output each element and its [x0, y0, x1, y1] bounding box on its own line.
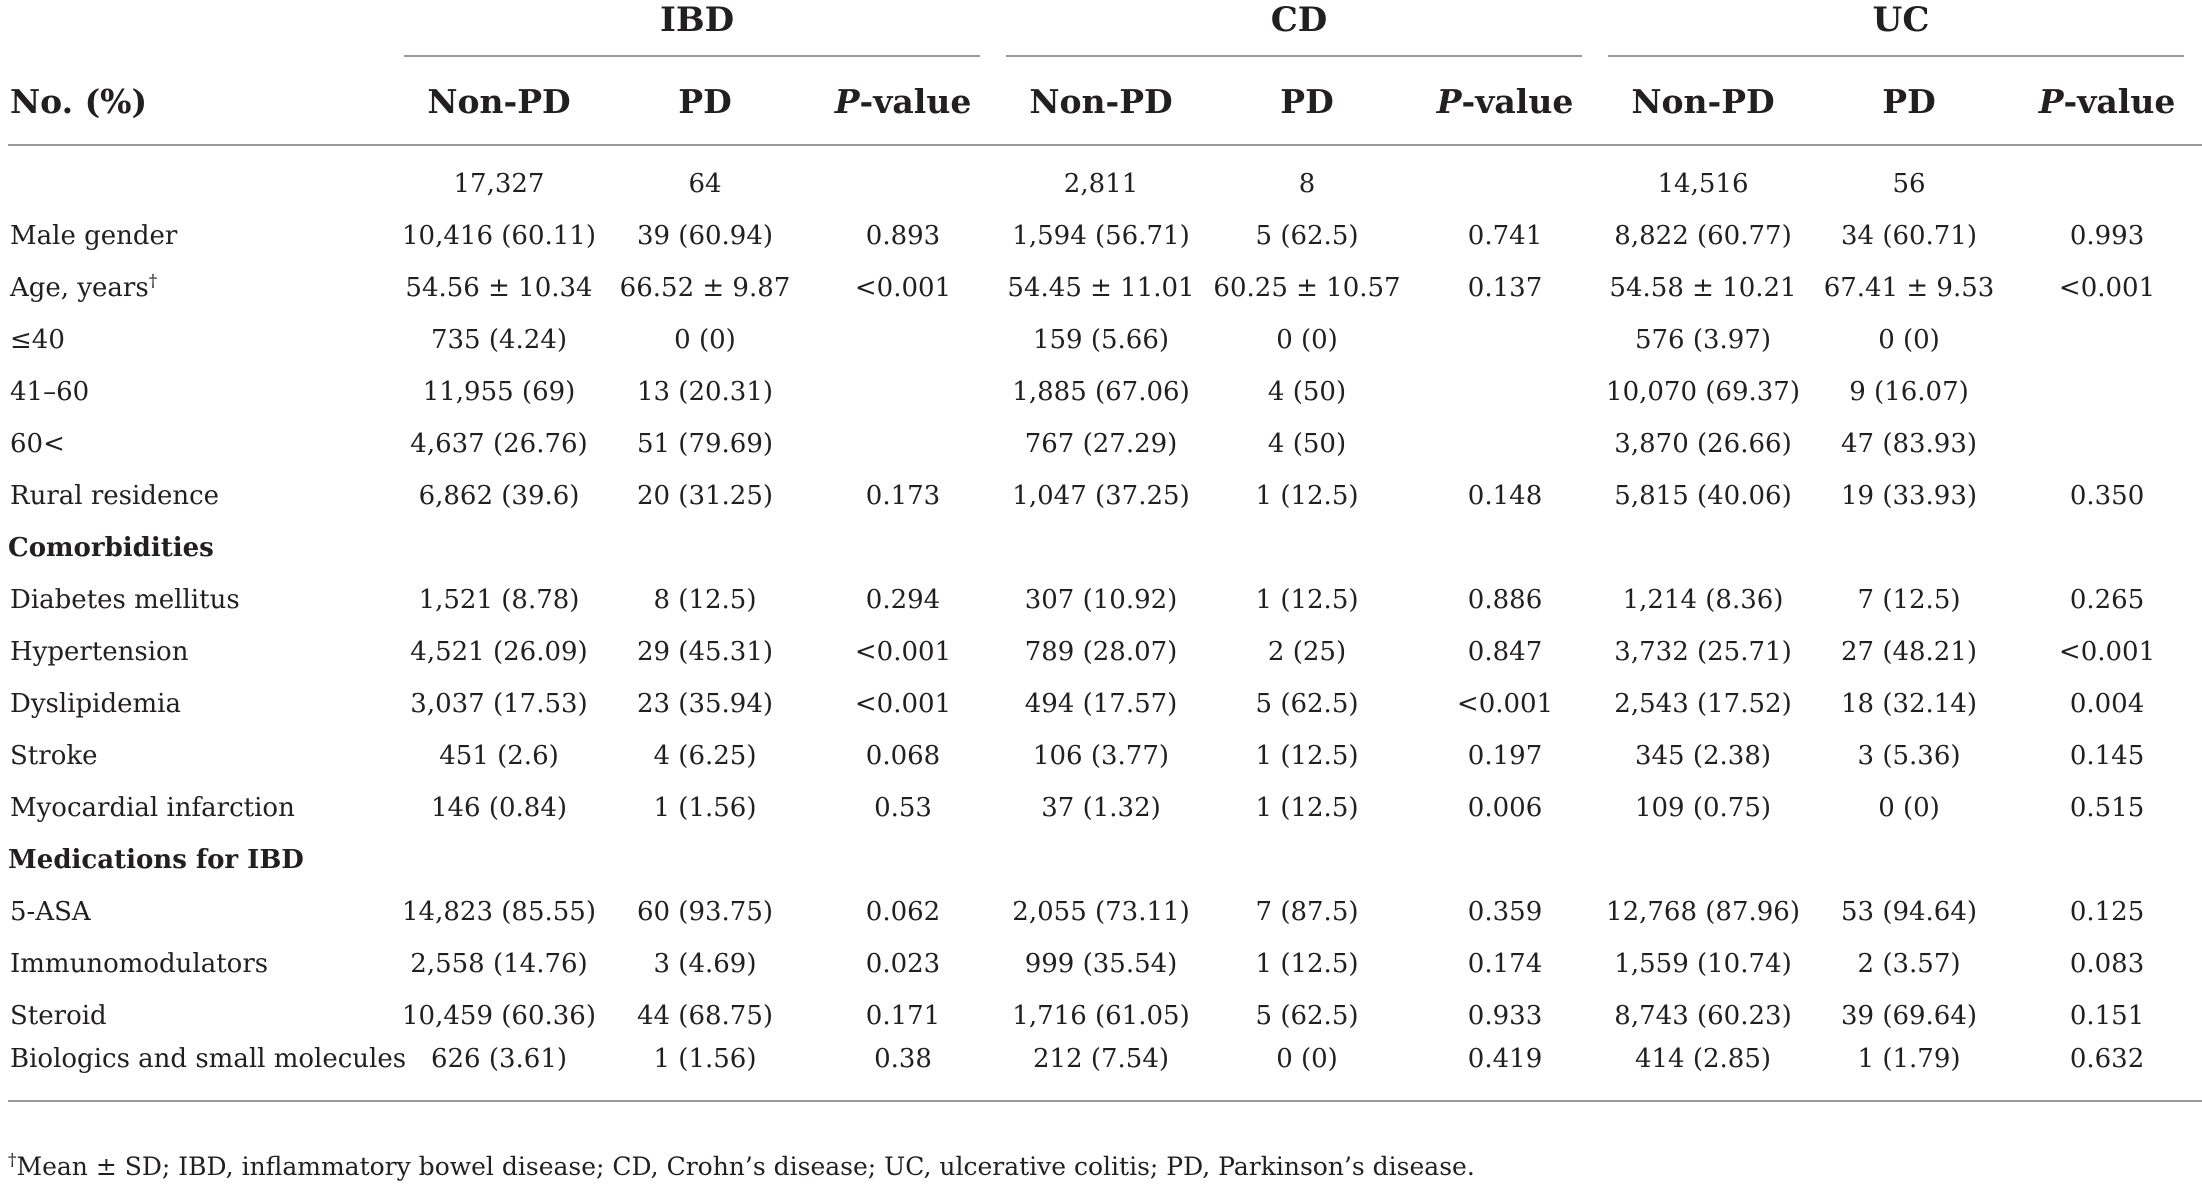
- group-header-ibd: IBD: [659, 0, 735, 40]
- table-cell: 4,637 (26.76): [410, 429, 588, 459]
- table-cell: 0.068: [865, 741, 941, 771]
- table-cell: <0.001: [854, 637, 952, 667]
- table-cell: 5 (62.5): [1255, 689, 1359, 719]
- table-cell: 0.197: [1467, 741, 1543, 771]
- table-cell: 0.350: [2069, 481, 2145, 511]
- table-cell: 4 (6.25): [653, 741, 757, 771]
- table-cell: <0.001: [854, 689, 952, 719]
- table-cell: 999 (35.54): [1024, 949, 1178, 979]
- table-cell: 0.359: [1467, 897, 1543, 927]
- table-cell: 1 (1.56): [653, 793, 757, 823]
- row-label: Diabetes mellitus: [10, 585, 240, 615]
- table-cell: 0.173: [865, 481, 941, 511]
- table-cell: 4 (50): [1267, 429, 1347, 459]
- table-row: [8, 990, 2202, 1042]
- table-cell: 27 (48.21): [1840, 637, 1978, 667]
- row-label: Myocardial infarction: [10, 793, 295, 823]
- table-cell: 23 (35.94): [636, 689, 774, 719]
- table-row: [8, 418, 2202, 470]
- table-row: [8, 1042, 2202, 1101]
- table-cell: 0.145: [2069, 741, 2145, 771]
- table-cell: 64: [688, 169, 722, 199]
- section-header-row: [8, 522, 2202, 574]
- table-cell: <0.001: [2058, 637, 2156, 667]
- table-cell: 1,521 (8.78): [418, 585, 580, 615]
- group-rule-uc: [1608, 55, 2184, 57]
- table-cell: 1 (12.5): [1255, 949, 1359, 979]
- group-header-row: [8, 0, 2202, 48]
- table-cell: 0.741: [1467, 221, 1543, 251]
- table-row: [8, 262, 2202, 314]
- table-cell: 307 (10.92): [1024, 585, 1178, 615]
- table-cell: 4,521 (26.09): [410, 637, 588, 667]
- table-cell: 39 (69.64): [1840, 1001, 1978, 1031]
- table-cell: 29 (45.31): [636, 637, 774, 667]
- group-header-uc: UC: [1872, 0, 1930, 40]
- table-cell: 0 (0): [1878, 325, 1940, 355]
- table-cell: 1,214 (8.36): [1622, 585, 1784, 615]
- table-cell: 494 (17.57): [1024, 689, 1178, 719]
- table-cell: 0.847: [1467, 637, 1543, 667]
- table-cell: 44 (68.75): [636, 1001, 774, 1031]
- table-cell: 0.993: [2069, 221, 2145, 251]
- table-cell: 1 (12.5): [1255, 741, 1359, 771]
- row-label: 41–60: [10, 377, 90, 407]
- column-header-uc-p-value: P-value: [2012, 64, 2202, 145]
- table-cell: 106 (3.77): [1032, 741, 1170, 771]
- row-label: Rural residence: [10, 481, 220, 511]
- column-header-uc-non-pd: Non-PD: [1600, 64, 1806, 145]
- table-cell: 0.148: [1467, 481, 1543, 511]
- row-label: [8, 158, 396, 210]
- table-row: [8, 626, 2202, 678]
- table-cell: 0 (0): [1276, 325, 1338, 355]
- table-row: [8, 210, 2202, 262]
- table-cell: 5 (62.5): [1255, 221, 1359, 251]
- table-cell: 7 (12.5): [1857, 585, 1961, 615]
- table-cell: 3 (4.69): [653, 949, 757, 979]
- table-row: [8, 886, 2202, 938]
- table-cell: 8: [1298, 169, 1316, 199]
- table-cell: 12,768 (87.96): [1606, 897, 1800, 927]
- table-cell: [1410, 418, 1600, 470]
- table-cell: 767 (27.29): [1024, 429, 1178, 459]
- table-cell: 0 (0): [1878, 793, 1940, 823]
- table-cell: 0.004: [2069, 689, 2145, 719]
- section-header-row: [8, 834, 2202, 886]
- table-cell: 0.632: [2012, 1042, 2202, 1101]
- table-row: [8, 730, 2202, 782]
- characteristics-table: [8, 0, 2202, 1102]
- row-label: Immunomodulators: [10, 949, 269, 979]
- table-cell: 451 (2.6): [439, 741, 559, 771]
- table-cell: <0.001: [2058, 273, 2156, 303]
- footnote-text: Mean ± SD; IBD, inflammatory bowel disease; CD, Crohn’s disease; UC, ulcerative colitis; PD, Parkinson’s disease.: [16, 1152, 1475, 1181]
- table-cell: 3,037 (17.53): [410, 689, 588, 719]
- table-cell: 1 (12.5): [1255, 481, 1359, 511]
- column-header-row: [8, 64, 2202, 145]
- table-cell: 9 (16.07): [1849, 377, 1969, 407]
- table-row: [8, 314, 2202, 366]
- table-cell: 1,594 (56.71): [1012, 221, 1190, 251]
- table-cell: 10,070 (69.37): [1606, 377, 1800, 407]
- table-cell: 0.083: [2069, 949, 2145, 979]
- row-label: Dyslipidemia: [10, 689, 181, 719]
- table-cell: 2,543 (17.52): [1614, 689, 1792, 719]
- table-cell: 626 (3.61): [396, 1042, 602, 1101]
- dagger-mark: †: [148, 271, 158, 292]
- table-cell: 2 (25): [1267, 637, 1347, 667]
- section-header-label: Comorbidities: [8, 533, 214, 563]
- column-header-cd-non-pd: Non-PD: [998, 64, 1204, 145]
- table-cell: 0 (0): [1204, 1042, 1410, 1101]
- table-cell: 56: [1892, 169, 1926, 199]
- table-cell: [808, 418, 998, 470]
- column-header-cd-p-value: P-value: [1410, 64, 1600, 145]
- table-cell: 13 (20.31): [636, 377, 774, 407]
- row-label: Biologics and small molecules: [8, 1042, 396, 1101]
- table-cell: 67.41 ± 9.53: [1823, 273, 1995, 303]
- table-cell: 0.886: [1467, 585, 1543, 615]
- table-cell: 1,716 (61.05): [1012, 1001, 1190, 1031]
- table-cell: 20 (31.25): [636, 481, 774, 511]
- table-cell: 10,459 (60.36): [402, 1001, 596, 1031]
- table-row: [8, 470, 2202, 522]
- table-cell: 54.45 ± 11.01: [1007, 273, 1195, 303]
- row-label: Age, years†: [10, 271, 158, 303]
- table-cell: 54.58 ± 10.21: [1609, 273, 1797, 303]
- section-header-label: Medications for IBD: [8, 845, 304, 875]
- table-cell: 39 (60.94): [636, 221, 774, 251]
- row-label: Stroke: [10, 741, 98, 771]
- row-label: 5-ASA: [10, 897, 91, 927]
- table-cell: 0.137: [1467, 273, 1543, 303]
- table-cell: 18 (32.14): [1840, 689, 1978, 719]
- table-cell: 0.515: [2069, 793, 2145, 823]
- table-cell: 0.125: [2069, 897, 2145, 927]
- group-header-cd: CD: [1270, 0, 1328, 40]
- table-cell: [1410, 314, 1600, 366]
- table-cell: [808, 158, 998, 210]
- row-label: Male gender: [10, 221, 178, 251]
- table-cell: 8,743 (60.23): [1614, 1001, 1792, 1031]
- column-header-cd-pd: PD: [1204, 64, 1410, 145]
- table-cell: 735 (4.24): [430, 325, 568, 355]
- table-cell: 7 (87.5): [1255, 897, 1359, 927]
- table-cell: [808, 314, 998, 366]
- table-cell: 11,955 (69): [422, 377, 576, 407]
- table-row: [8, 938, 2202, 990]
- table-cell: 1 (1.56): [602, 1042, 808, 1101]
- column-header-label: No. (%): [8, 64, 396, 145]
- column-header-ibd-non-pd: Non-PD: [396, 64, 602, 145]
- table-cell: [2012, 418, 2202, 470]
- table-cell: 0.174: [1467, 949, 1543, 979]
- table-cell: 414 (2.85): [1600, 1042, 1806, 1101]
- table-cell: [2012, 314, 2202, 366]
- table-cell: 66.52 ± 9.87: [619, 273, 791, 303]
- column-header-ibd-pd: PD: [602, 64, 808, 145]
- table-cell: 1,047 (37.25): [1012, 481, 1190, 511]
- table-cell: 34 (60.71): [1840, 221, 1978, 251]
- table-cell: 0.294: [865, 585, 941, 615]
- row-label: ≤40: [10, 325, 65, 355]
- table-cell: 37 (1.32): [1041, 793, 1161, 823]
- table-cell: [1410, 366, 1600, 418]
- table-row: [8, 678, 2202, 730]
- table-cell: 53 (94.64): [1840, 897, 1978, 927]
- table-cell: 8 (12.5): [653, 585, 757, 615]
- table-cell: 60 (93.75): [636, 897, 774, 927]
- table-cell: 0.53: [874, 793, 932, 823]
- table-cell: 14,823 (85.55): [402, 897, 596, 927]
- group-rule-cd: [1006, 55, 1582, 57]
- table-cell: [808, 366, 998, 418]
- table-cell: 3,870 (26.66): [1614, 429, 1792, 459]
- table-cell: 17,327: [453, 169, 545, 199]
- table-cell: 0.006: [1467, 793, 1543, 823]
- column-header-ibd-p-value: P-value: [808, 64, 998, 145]
- table-row: [8, 782, 2202, 834]
- table-cell: 789 (28.07): [1024, 637, 1178, 667]
- table-cell: 0.023: [865, 949, 941, 979]
- table-cell: 212 (7.54): [998, 1042, 1204, 1101]
- table-cell: 0.38: [808, 1042, 998, 1101]
- table-row: [8, 574, 2202, 626]
- table-cell: 10,416 (60.11): [402, 221, 596, 251]
- row-label: 60<: [10, 429, 65, 459]
- table-cell: 60.25 ± 10.57: [1213, 273, 1401, 303]
- table-footnote: [8, 1152, 1475, 1181]
- table-cell: 0.062: [865, 897, 941, 927]
- table-cell: <0.001: [854, 273, 952, 303]
- table-cell: [1410, 158, 1600, 210]
- table-cell: 1 (12.5): [1255, 585, 1359, 615]
- table-cell: 3,732 (25.71): [1614, 637, 1792, 667]
- table-body: [8, 145, 2202, 1101]
- table-cell: 1,559 (10.74): [1614, 949, 1792, 979]
- table-cell: 1 (12.5): [1255, 793, 1359, 823]
- table-cell: 345 (2.38): [1634, 741, 1772, 771]
- table-row: [8, 366, 2202, 418]
- table-cell: 0.419: [1410, 1042, 1600, 1101]
- table-cell: 0.171: [865, 1001, 941, 1031]
- table-cell: 4 (50): [1267, 377, 1347, 407]
- table-cell: 0.265: [2069, 585, 2145, 615]
- table-cell: 2,055 (73.11): [1012, 897, 1190, 927]
- table-cell: 576 (3.97): [1634, 325, 1772, 355]
- table-cell: [2012, 366, 2202, 418]
- table-row: [8, 158, 2202, 210]
- table-cell: 159 (5.66): [1032, 325, 1170, 355]
- table-cell: <0.001: [1456, 689, 1554, 719]
- group-rule-ibd: [404, 55, 980, 57]
- table-cell: 109 (0.75): [1634, 793, 1772, 823]
- table-cell: 5,815 (40.06): [1614, 481, 1792, 511]
- table-cell: [2012, 158, 2202, 210]
- table-cell: 146 (0.84): [430, 793, 568, 823]
- table-cell: 0.893: [865, 221, 941, 251]
- table-cell: 2,811: [1063, 169, 1139, 199]
- table-cell: 47 (83.93): [1840, 429, 1978, 459]
- table-cell: 19 (33.93): [1840, 481, 1978, 511]
- table-cell: 8,822 (60.77): [1614, 221, 1792, 251]
- footnote-dagger: †: [8, 1150, 17, 1171]
- table-cell: 0.933: [1467, 1001, 1543, 1031]
- table-cell: 51 (79.69): [636, 429, 774, 459]
- column-header-uc-pd: PD: [1806, 64, 2012, 145]
- table-cell: 0.151: [2069, 1001, 2145, 1031]
- table-cell: 2,558 (14.76): [410, 949, 588, 979]
- table-cell: 14,516: [1657, 169, 1749, 199]
- table-cell: 54.56 ± 10.34: [405, 273, 593, 303]
- table-cell: 0 (0): [674, 325, 736, 355]
- table-cell: 6,862 (39.6): [418, 481, 580, 511]
- table-cell: 5 (62.5): [1255, 1001, 1359, 1031]
- table-cell: 2 (3.57): [1857, 949, 1961, 979]
- row-label: Steroid: [10, 1001, 107, 1031]
- table-cell: 3 (5.36): [1857, 741, 1961, 771]
- table-cell: 1,885 (67.06): [1012, 377, 1190, 407]
- table-cell: 1 (1.79): [1806, 1042, 2012, 1101]
- row-label: Hypertension: [10, 637, 189, 667]
